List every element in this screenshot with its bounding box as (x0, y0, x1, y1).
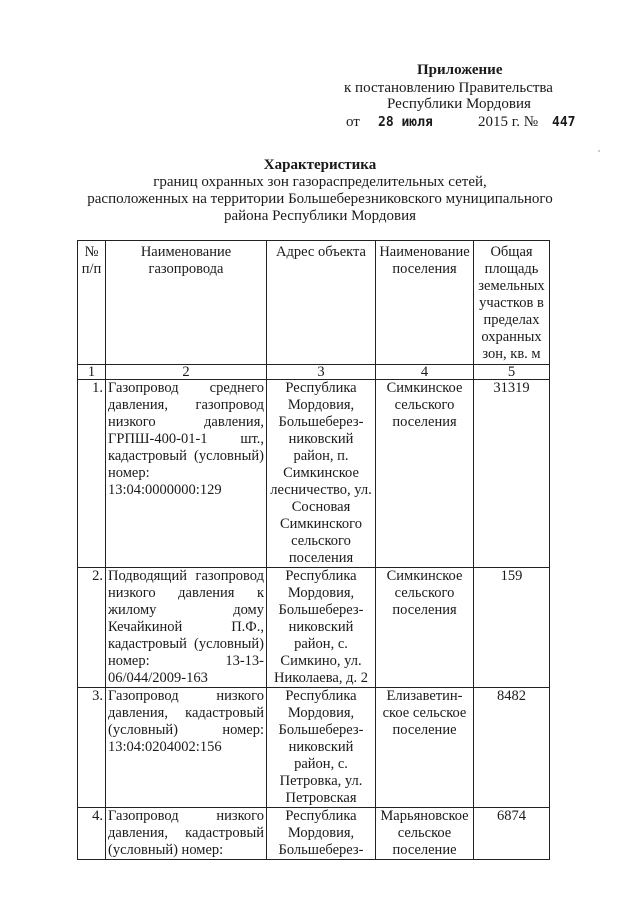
column-number: 5 (474, 365, 550, 380)
row-number: 3. (78, 688, 106, 808)
table-header-row (78, 241, 550, 365)
row-number: 1. (78, 380, 106, 568)
zones-table (77, 240, 550, 860)
header-address: Адрес объекта (267, 241, 376, 365)
appendix-line-1: к постановлению Правительства (344, 80, 553, 96)
table-row (78, 688, 550, 808)
column-number: 3 (267, 365, 376, 380)
column-number-row (78, 365, 550, 380)
object-address: Республика Мордовия, Большеберез-никовский район, с. Симкино, ул. Николаева, д. 2 (267, 568, 376, 688)
header-number: № п/п (78, 241, 106, 365)
table-row (78, 808, 550, 860)
zone-area: 159 (474, 568, 550, 688)
object-address: Республика Мордовия, Большеберез-никовский район, с. Петровка, ул. Петровская (267, 688, 376, 808)
appendix-title: Приложение (417, 62, 503, 78)
date-prefix: от (346, 114, 360, 130)
appendix-date-line (346, 114, 586, 132)
object-address: Республика Мордовия, Большеберез- (267, 808, 376, 860)
settlement-name: Симкинское сельского поселения (376, 568, 474, 688)
column-number: 4 (376, 365, 474, 380)
header-area: Общая площадь земельных участков в пределах охранных зон, кв. м (474, 241, 550, 365)
document-subtitle-line-2: расположенных на территории Большеберезниковского муниципального (87, 191, 553, 207)
decree-number-stamp: 447 (552, 115, 576, 130)
table-row (78, 380, 550, 568)
pipeline-name: Подводящий газопровод низкого давления к жилому дому Кечайкиной П.Ф., кадастровый (условный) номер: 13-13-06/044/2009-163 (106, 568, 267, 688)
pipeline-name: Газопровод низкого давления, кадастровый (условный) номер: (106, 808, 267, 860)
row-number: 2. (78, 568, 106, 688)
document-subtitle-line-1: границ охранных зон газораспределительных сетей, (153, 174, 487, 190)
table-row (78, 568, 550, 688)
scan-speck (598, 150, 600, 152)
document-subtitle-line-3: района Республики Мордовия (223, 208, 417, 224)
object-address: Республика Мордовия, Большеберез-никовский район, п. Симкинское лесничество, ул. Сосновая Симкинского сельского поселения (267, 380, 376, 568)
document-title: Характеристика (263, 157, 377, 173)
settlement-name: Марьяновское сельское поселение (376, 808, 474, 860)
zone-area: 6874 (474, 808, 550, 860)
date-year: 2015 г. № (478, 114, 539, 130)
pipeline-name: Газопровод низкого давления, кадастровый (условный) номер: 13:04:0204002:156 (106, 688, 267, 808)
date-day-month-stamp: 28 июля (378, 115, 433, 130)
settlement-name: Елизаветин-ское сельское поселение (376, 688, 474, 808)
appendix-line-2: Республики Мордовия (387, 96, 531, 112)
column-number: 2 (106, 365, 267, 380)
row-number: 4. (78, 808, 106, 860)
header-settlement: Наименование поселения (376, 241, 474, 365)
column-number: 1 (78, 365, 106, 380)
settlement-name: Симкинское сельского поселения (376, 380, 474, 568)
pipeline-name: Газопровод среднего давления, газопровод низкого давления, ГРПШ-400-01-1 шт., кадастровый (условный) номер: 13:04:0000000:129 (106, 380, 267, 568)
header-pipeline-name: Наименование газопровода (106, 241, 267, 365)
zone-area: 31319 (474, 380, 550, 568)
zone-area: 8482 (474, 688, 550, 808)
